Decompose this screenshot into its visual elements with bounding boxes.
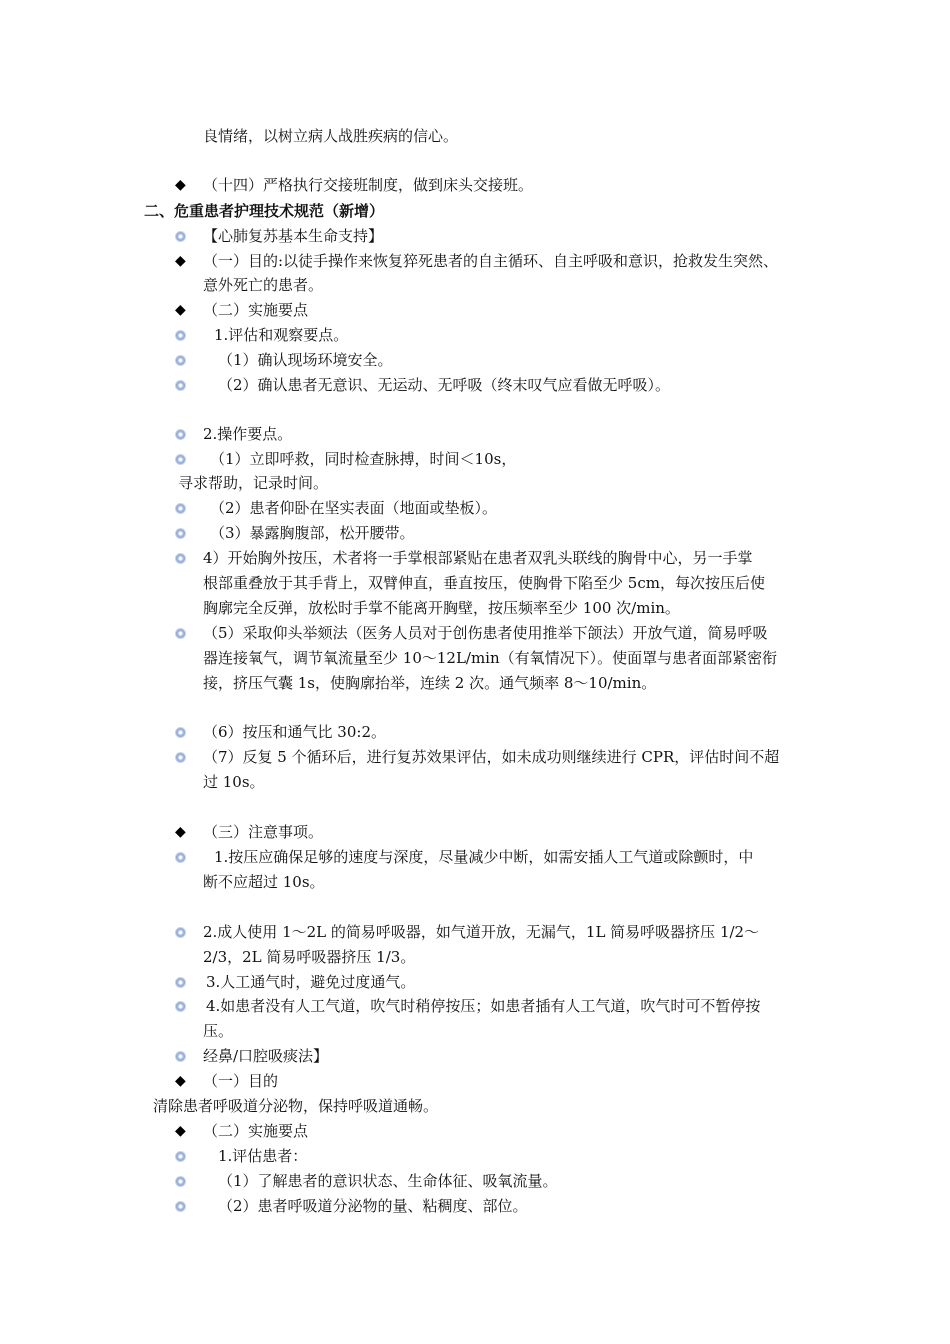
snowflake-bullet-icon	[176, 430, 185, 439]
snowflake-bullet-icon	[176, 853, 185, 862]
list-item-text: （2）患者呼吸道分泌物的量、粘稠度、部位。	[218, 1197, 528, 1215]
list-item-text: （2）患者仰卧在坚实表面（地面或垫板）。	[210, 499, 498, 517]
diamond-bullet-icon: ◆	[175, 177, 186, 193]
snowflake-bullet-icon	[176, 529, 185, 538]
list-item-text: （1）确认现场环境安全。	[218, 351, 393, 369]
snowflake-bullet-icon	[176, 381, 185, 390]
list-item-text: （6）按压和通气比 30:2。	[203, 723, 386, 741]
text-line: 2/3，2L 简易呼吸器挤压 1/3。	[203, 948, 416, 966]
diamond-bullet-icon: ◆	[175, 1123, 186, 1139]
text-line: 根部重叠放于其手背上，双臂伸直，垂直按压，使胸骨下陷至少 5cm，每次按压后使	[203, 574, 765, 592]
text-line: 清除患者呼吸道分泌物，保持呼吸道通畅。	[153, 1097, 439, 1115]
list-item-text: 2.操作要点。	[203, 425, 293, 443]
list-item-text: 1.按压应确保足够的速度与深度，尽量减少中断，如需安插人工气道或除颤时，中	[214, 848, 754, 866]
list-item-text: 2.成人使用 1～2L 的简易呼吸器，如气道开放，无漏气，1L 简易呼吸器挤压 1/2～	[203, 923, 760, 941]
list-item-text: 4.如患者没有人工气道，吹气时稍停按压；如患者插有人工气道，吹气时可不暂停按	[206, 997, 761, 1015]
diamond-bullet-icon: ◆	[175, 253, 186, 269]
snowflake-bullet-icon	[176, 1152, 185, 1161]
text-line: 接，挤压气囊 1s，使胸廓抬举，连续 2 次。通气频率 8～10/min。	[203, 674, 657, 692]
list-item-text: （3）暴露胸腹部，松开腰带。	[210, 524, 415, 542]
list-item-text: （三）注意事项。	[203, 823, 324, 841]
list-item-text: 1.评估患者：	[218, 1147, 308, 1165]
snowflake-bullet-icon	[176, 455, 185, 464]
diamond-bullet-icon: ◆	[175, 824, 186, 840]
text-line: 寻求帮助，记录时间。	[178, 474, 329, 492]
snowflake-bullet-icon	[176, 554, 185, 563]
snowflake-bullet-icon	[176, 1052, 185, 1061]
text-line: 过 10s。	[203, 773, 265, 791]
snowflake-bullet-icon	[176, 504, 185, 513]
text-line: 意外死亡的患者。	[203, 276, 324, 294]
text-line: 器连接氧气，调节氧流量至少 10～12L/min（有氧情况下）。使面罩与患者面部紧密衔	[203, 649, 778, 667]
list-item-text: （2）确认患者无意识、无运动、无呼吸（终末叹气应看做无呼吸）。	[218, 376, 671, 394]
snowflake-bullet-icon	[176, 753, 185, 762]
snowflake-bullet-icon	[176, 1202, 185, 1211]
list-item-text: （二）实施要点	[203, 301, 309, 319]
diamond-bullet-icon: ◆	[175, 1073, 186, 1089]
snowflake-bullet-icon	[176, 232, 185, 241]
list-item-text: （5）采取仰头举颏法（医务人员对于创伤患者使用推举下颌法）开放气道，简易呼吸	[203, 624, 768, 642]
snowflake-bullet-icon	[176, 978, 185, 987]
text-line: 压。	[203, 1022, 234, 1040]
text-line: 良情绪，以树立病人战胜疾病的信心。	[203, 127, 459, 145]
snowflake-bullet-icon	[176, 331, 185, 340]
snowflake-bullet-icon	[176, 1177, 185, 1186]
list-item-text: 4）开始胸外按压，术者将一手掌根部紧贴在患者双乳头联线的胸骨中心，另一手掌	[203, 549, 753, 567]
snowflake-bullet-icon	[176, 928, 185, 937]
text-line: 断不应超过 10s。	[203, 873, 325, 891]
list-item-text: （7）反复 5 个循环后，进行复苏效果评估，如未成功则继续进行 CPR，评估时间不超	[203, 748, 780, 766]
list-item-text: （十四）严格执行交接班制度，做到床头交接班。	[203, 176, 534, 194]
snowflake-bullet-icon	[176, 728, 185, 737]
list-item-text: 经鼻/口腔吸痰法】	[203, 1047, 329, 1065]
list-item-text: （二）实施要点	[203, 1122, 309, 1140]
snowflake-bullet-icon	[176, 1002, 185, 1011]
list-item-text: （1）了解患者的意识状态、生命体征、吸氧流量。	[218, 1172, 558, 1190]
diamond-bullet-icon: ◆	[175, 302, 186, 318]
snowflake-bullet-icon	[176, 629, 185, 638]
list-item-text: （1）立即呼救，同时检查脉搏，时间＜10s，	[210, 450, 517, 468]
snowflake-bullet-icon	[176, 356, 185, 365]
section-heading: 二、危重患者护理技术规范（新增）	[144, 202, 385, 220]
list-item-text: （一）目的	[203, 1072, 279, 1090]
text-line: 胸廓完全反弹，放松时手掌不能离开胸壁，按压频率至少 100 次/min。	[203, 599, 680, 617]
list-item-text: （一）目的:以徒手操作来恢复猝死患者的自主循环、自主呼吸和意识，抢救发生突然、	[203, 252, 779, 270]
list-item-text: 【心肺复苏基本生命支持】	[203, 227, 384, 245]
list-item-text: 3.人工通气时，避免过度通气。	[206, 973, 416, 991]
list-item-text: 1.评估和观察要点。	[214, 326, 349, 344]
